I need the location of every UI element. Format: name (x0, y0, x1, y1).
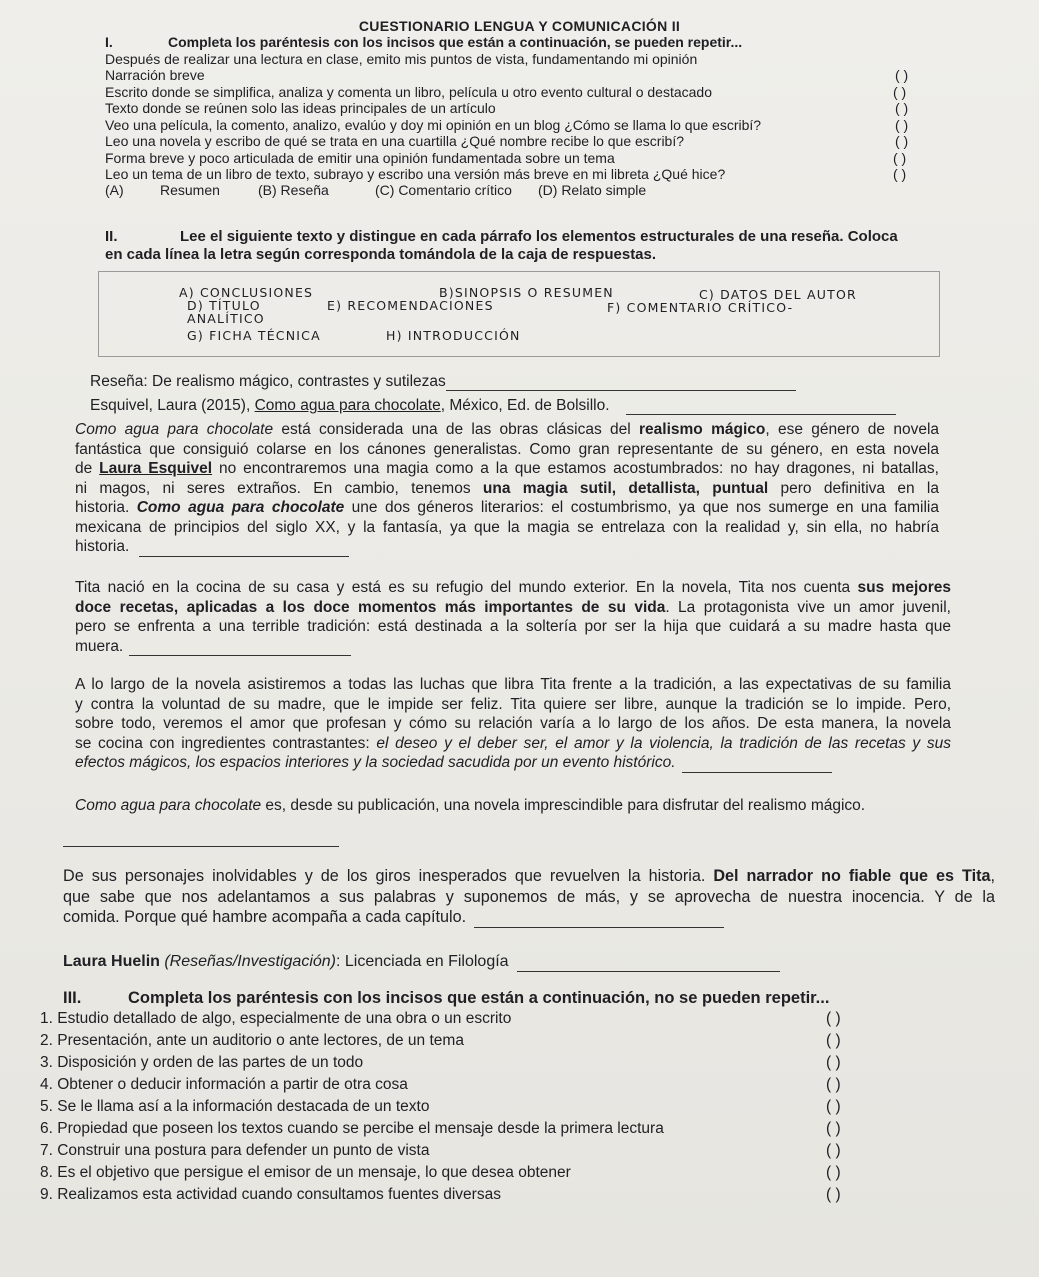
section3-item: 8. Es el objetivo que persigue el emisor de un mensaje, lo que desea obtener (40, 1164, 571, 1181)
answer-line[interactable] (129, 641, 351, 656)
text: comida. Porque qué hambre acompaña a cada capítulo. (63, 908, 467, 926)
box-option-g: G) FICHA TÉCNICA (187, 328, 321, 343)
text: muera. (75, 637, 124, 655)
text: y contra la voluntad de su madre, que le impide ser feliz. Tita quiere ser libre, aunque la tradición se lo impide. Pero, (75, 695, 951, 713)
section1-item: Forma breve y poco articulada de emitir una opinión fundamentada sobre un tema (105, 150, 615, 166)
section3-item: 6. Propiedad que poseen los textos cuando se percibe el mensaje desde la primera lectura (40, 1120, 664, 1137)
text: fantástica que consiguió colarse en los cánones generalistas. Como gran representante de su género, en esta novela (75, 440, 939, 458)
answer-parenthesis[interactable]: ( ) (826, 1164, 841, 1181)
answer-line[interactable] (63, 836, 339, 847)
section3-item: 7. Construir una postura para defender un punto de vista (40, 1142, 430, 1159)
answer-parenthesis[interactable]: ( ) (826, 1054, 841, 1071)
section1-item: Leo un tema de un libro de texto, subrayo y escribo una versión más breve en mi libreta ¿Qué hice? (105, 166, 726, 182)
text: de (75, 460, 100, 477)
paragraph-5 (63, 866, 995, 928)
answer-box (98, 271, 940, 357)
answer-line[interactable] (446, 376, 796, 391)
answer-parenthesis[interactable]: ( ) (826, 1142, 841, 1159)
text: ni magos, ni seres extraños. En cambio, tenemos (75, 479, 483, 497)
answer-parenthesis[interactable]: ( ) (826, 1098, 841, 1115)
paragraph-4 (75, 796, 865, 815)
text-bold: una magia sutil, detallista, puntual (482, 479, 769, 497)
answer-parenthesis[interactable]: ( ) (893, 150, 907, 166)
answer-line[interactable] (517, 957, 780, 972)
author-role: (Reseñas/Investigación) (159, 953, 336, 970)
section3-instruction: Completa los paréntesis con los incisos que están a continuación, no se pueden repetir... (128, 989, 830, 1007)
section3-item: 1. Estudio detallado de algo, especialmente de una obra o un escrito (40, 1010, 512, 1027)
section2-number: II. (105, 228, 118, 245)
box-option-e: E) RECOMENDACIONES (327, 298, 494, 313)
page-title: CUESTIONARIO LENGUA Y COMUNICACIÓN II (358, 18, 681, 34)
author-name: Laura Esquivel (99, 460, 213, 477)
answer-parenthesis[interactable]: ( ) (895, 67, 909, 83)
text: De sus personajes inolvidables y de los giros inesperados que revuelven la historia. (63, 867, 714, 885)
review-author (63, 952, 780, 972)
section1-instruction: Completa los paréntesis con los incisos que están a continuación, se pueden repetir... (168, 34, 743, 50)
text: se cocina con ingredientes contrastantes: (75, 734, 377, 752)
text-italic: efectos mágicos, los espacios interiores y la sociedad sacudida por un evento histórico. (75, 754, 676, 771)
paragraph-3 (75, 675, 951, 773)
text: está considerada una de las obras clásicas del (273, 421, 640, 438)
text: , ese género de novela (765, 421, 940, 438)
review-heading-text: Reseña: De realismo mágico, contrastes y sutilezas (90, 373, 446, 390)
answer-parenthesis[interactable]: ( ) (895, 117, 909, 133)
answer-line[interactable] (474, 913, 724, 928)
section2-instruction-line1: Lee el siguiente texto y distingue en cada párrafo los elementos estructurales de una reseña. Coloca (180, 228, 898, 245)
review-heading (90, 372, 796, 391)
box-option-b: B)SINOPSIS O RESUMEN (439, 285, 614, 300)
paragraph-2 (75, 578, 951, 656)
text-bold: realismo mágico (639, 421, 766, 438)
author-credential: : Licenciada en Filología (336, 953, 509, 970)
answer-parenthesis[interactable]: ( ) (826, 1076, 841, 1093)
box-option-d: D) TÍTULO (187, 298, 261, 313)
option-c: (C) Comentario crítico (375, 182, 512, 198)
option-a-label: Resumen (160, 182, 220, 198)
section3-number: III. (63, 989, 82, 1007)
section3-item: 2. Presentación, ante un auditorio o ante lectores, de un tema (40, 1032, 464, 1049)
book-title-bold-italic: Como agua para chocolate (136, 499, 345, 516)
book-title-italic: Como agua para chocolate (75, 797, 262, 814)
answer-parenthesis[interactable]: ( ) (826, 1186, 841, 1203)
paragraph-1 (75, 420, 939, 557)
section1-number: I. (105, 34, 113, 50)
text-italic: el deseo y el deber ser, el amor y la violencia, la tradición de las recetas y sus (376, 734, 951, 752)
text: que sabe que nos adelantamos a sus palabras y suponemos de más, y se aprovecha de nuestra inocencia. Y de la (63, 887, 995, 906)
text: A lo largo de la novela asistiremos a todas las luchas que libra Tita frente a la tradición, a las expectativas de su familia (75, 676, 951, 693)
text: historia. (75, 538, 130, 555)
text: Tita nació en la cocina de su casa y está es su refugio del mundo exterior. En la novela, Tita nos cuenta (75, 579, 858, 596)
author-name: Laura Huelin (63, 953, 160, 970)
box-option-f-continued: ANALÍTICO (187, 311, 265, 326)
option-a-letter: (A) (105, 182, 124, 198)
section3-item: 9. Realizamos esta actividad cuando consultamos fuentes diversas (40, 1186, 501, 1203)
answer-parenthesis[interactable]: ( ) (893, 166, 907, 182)
section1-item: Texto donde se reúnen solo las ideas principales de un artículo (105, 100, 496, 116)
text: mexicana de principios del siglo XX, y la fantasía, ya que la magia se entrelaza con la realidad y, sin ella, no habría (75, 518, 939, 536)
answer-line[interactable] (682, 758, 832, 773)
answer-parenthesis[interactable]: ( ) (826, 1010, 841, 1027)
section1-intro: Después de realizar una lectura en clase, emito mis puntos de vista, fundamentando mi opinión (105, 51, 698, 67)
ficha-book-title: Como agua para chocolate (254, 397, 441, 414)
answer-parenthesis[interactable]: ( ) (895, 100, 909, 116)
text: , (990, 867, 995, 885)
section2-instruction-line2: en cada línea la letra según corresponda tomándola de la caja de respuestas. (105, 246, 657, 263)
option-b: (B) Reseña (258, 182, 329, 198)
answer-parenthesis[interactable]: ( ) (893, 84, 907, 100)
box-option-h: H) INTRODUCCIÓN (386, 328, 521, 343)
answer-parenthesis[interactable]: ( ) (895, 133, 909, 149)
section3-item: 5. Se le llama así a la información destacada de un texto (40, 1098, 430, 1115)
text: no encontraremos una magia como a la que estamos acostumbrados: no hay dragones, ni batallas, (212, 460, 939, 477)
box-option-a: A) CONCLUSIONES (179, 285, 314, 300)
box-option-c: C) DATOS DEL AUTOR (699, 287, 857, 302)
section1-item: Escrito donde se simplifica, analiza y comenta un libro, película u otro evento cultural o destacado (105, 84, 713, 100)
text: pero se enfrenta a una terrible tradición: está destinada a la soltería por ser la hija que cuidará a su madre hasta que (75, 618, 951, 635)
ficha-publisher: , México, Ed. de Bolsillo. (440, 397, 610, 414)
book-title-italic: Como agua para chocolate (75, 421, 274, 438)
text-bold: Del narrador no fiable que es Tita (713, 867, 991, 885)
answer-parenthesis[interactable]: ( ) (826, 1032, 841, 1049)
section1-item: Narración breve (105, 67, 205, 83)
option-d: (D) Relato simple (538, 182, 647, 198)
section3-item: 4. Obtener o deducir información a partir de otra cosa (40, 1076, 408, 1093)
text: une dos géneros literarios: el costumbrismo, ya que nos sumerge en una familia (344, 499, 939, 516)
text: historia. (75, 499, 137, 516)
review-ficha (90, 396, 896, 415)
text: es, desde su publicación, una novela imprescindible para disfrutar del realismo mágico. (261, 797, 866, 814)
section1-item: Veo una película, la comento, analizo, evalúo y doy mi opinión en un blog ¿Cómo se llama lo que escribí? (105, 117, 762, 133)
text: sobre todo, veremos el amor que profesan y cómo su relación varía a lo largo de los años. De esta manera, la novela (75, 715, 951, 732)
answer-line[interactable] (626, 400, 896, 415)
ficha-author: Esquivel, Laura (2015), (90, 397, 255, 414)
answer-line[interactable] (139, 542, 349, 557)
text: pero definitiva en la (768, 479, 939, 497)
answer-parenthesis[interactable]: ( ) (826, 1120, 841, 1137)
text-bold: sus mejores (857, 579, 951, 596)
section1-item: Leo una novela y escribo de qué se trata en una cuartilla ¿Qué nombre recibe lo que escribí? (105, 133, 685, 149)
text-bold: doce recetas, aplicadas a los doce momentos más importantes de su vida (75, 598, 666, 616)
section3-item: 3. Disposición y orden de las partes de un todo (40, 1054, 364, 1071)
text: . La protagonista vive un amor juvenil, (665, 598, 951, 616)
box-option-f: F) COMENTARIO CRÍTICO- (607, 300, 794, 315)
